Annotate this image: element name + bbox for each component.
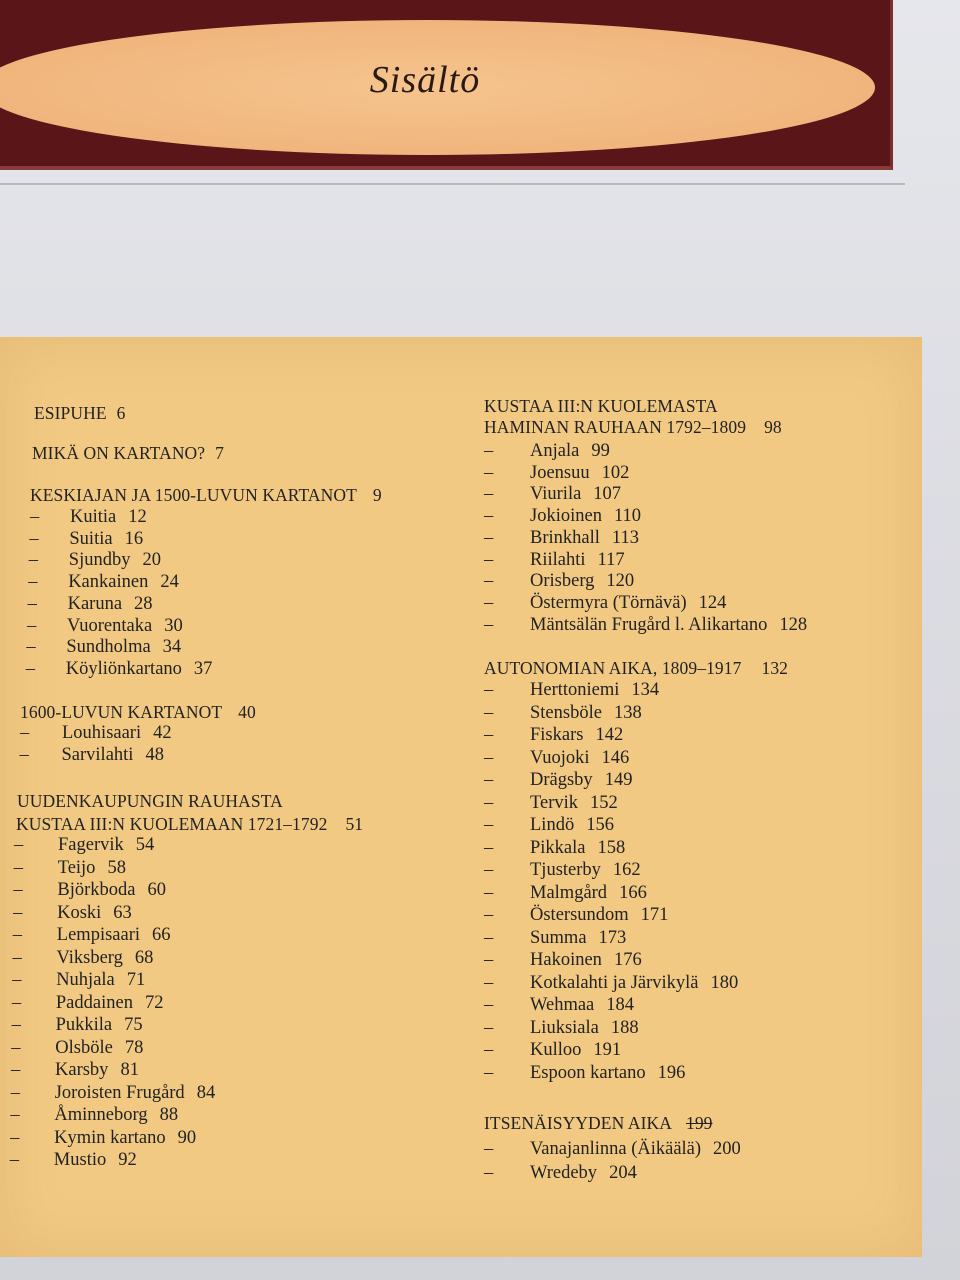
entry-dash: – [29,528,39,549]
entry-name: Vanajanlinna (Äikäälä) [530,1139,702,1159]
section-page: 6 [116,403,126,423]
toc-entry [26,659,213,680]
toc-entry [484,528,639,549]
entry-page: 34 [162,637,182,658]
toc-entry [484,815,614,836]
toc-entry [484,748,629,769]
toc-entry [484,1063,685,1084]
entry-dash: – [484,506,494,527]
entry-name: Mäntsälän Frugård l. Alikartano [530,614,768,635]
entry-name: Riilahti [530,549,586,570]
entry-name: Östermyra (Törnävä) [530,592,687,613]
entry-dash: – [13,880,23,900]
toc-entry [10,1150,137,1171]
toc-entry [12,1015,143,1036]
entry-dash: – [10,1127,20,1148]
entry-dash: – [484,747,494,768]
entry-page: 110 [613,506,642,527]
entry-dash: – [484,549,494,570]
entry-name: Tervik [530,792,579,813]
entry-dash: – [20,723,30,743]
entry-page: 149 [604,770,633,790]
entry-name: Koski [57,902,102,923]
entry-dash: – [12,925,23,945]
section-page: 98 [764,417,782,437]
toc-section-mika [32,443,224,464]
toc-section-kustaa-title1 [484,396,718,417]
entry-dash: – [484,1163,494,1183]
section-title: AUTONOMIAN AIKA, 1809–1917 [484,658,742,678]
entry-dash: – [14,835,24,855]
toc-entry [28,594,153,615]
entry-name: Stensböle [530,702,602,723]
section-page: 199 [685,1113,713,1133]
toc-entry [12,970,145,991]
toc-entry [10,1105,178,1126]
entry-dash: – [12,970,22,990]
toc-entry [27,616,183,637]
entry-page: 58 [107,857,126,878]
toc-entry [484,1040,621,1061]
toc-entry [10,1128,196,1149]
entry-page: 156 [586,815,614,835]
entry-page: 66 [152,925,171,945]
entry-page: 72 [144,992,164,1013]
entry-name: Lempisaari [56,925,141,945]
toc-entry [484,725,623,746]
entry-page: 184 [606,995,635,1015]
entry-name: Tjusterby [530,860,601,880]
toc-entry [484,883,647,904]
entry-name: Liuksiala [530,1017,599,1038]
entry-dash: – [484,1017,494,1038]
entry-dash: – [484,680,494,700]
entry-dash: – [484,950,494,970]
toc-panel [0,337,922,1257]
entry-name: Joensuu [530,462,590,483]
toc-entry [484,615,807,636]
entry-page: 120 [606,571,635,592]
toc-entry [13,903,132,924]
toc-section-esipuhe [34,403,126,424]
entry-page: 196 [657,1062,686,1083]
toc-entry [484,680,659,701]
entry-dash: – [484,792,494,813]
entry-dash: – [11,1037,21,1058]
section-title: MIKÄ ON KARTANO? [32,443,206,463]
entry-name: Orisberg [530,571,595,592]
entry-dash: – [11,992,22,1013]
entry-name: Karsby [55,1060,109,1080]
entry-page: 12 [128,507,147,527]
toc-entry [484,770,632,791]
entry-dash: – [10,1105,20,1125]
toc-entry [484,995,634,1016]
entry-dash: – [484,527,494,548]
entry-name: Nuhjala [56,970,115,990]
toc-section-itsenaisyys [484,1113,713,1134]
entry-dash: – [484,837,494,858]
toc-entry [484,1163,637,1184]
entry-dash: – [484,441,494,461]
entry-name: Mustio [53,1150,107,1170]
entry-name: Teijo [57,857,96,878]
entry-page: 142 [595,725,624,745]
entry-page: 88 [159,1105,179,1125]
entry-name: Wredeby [530,1163,598,1183]
entry-page: 134 [631,680,660,700]
toc-entry [484,928,626,949]
entry-name: Viksberg [56,947,123,968]
toc-section-uusikaupunki-title1 [17,791,283,812]
toc-entry [484,860,641,881]
toc-section-1600 [20,702,256,723]
entry-name: Kankainen [68,572,149,593]
toc-entry [484,506,641,527]
entry-page: 81 [120,1060,139,1080]
entry-name: Kuitia [70,507,117,527]
entry-page: 107 [593,484,622,505]
entry-dash: – [28,572,38,593]
entry-page: 68 [134,947,154,968]
entry-page: 63 [113,902,132,923]
entry-name: Drägsby [530,770,593,790]
entry-name: Sjundby [68,550,131,571]
section-title: ESIPUHE [34,403,107,423]
entry-dash: – [484,1040,494,1060]
entry-dash: – [484,571,494,592]
entry-name: Brinkhall [530,527,600,548]
entry-page: 166 [619,882,647,903]
entry-page: 204 [609,1163,637,1183]
entry-page: 180 [710,972,739,993]
entry-page: 48 [145,745,164,765]
entry-page: 30 [164,615,183,636]
toc-entry [484,950,642,971]
entry-name: Björkboda [57,880,136,900]
entry-name: Jokioinen [530,506,602,527]
entry-page: 24 [160,572,179,593]
header-banner [0,0,893,170]
entry-name: Kymin kartano [54,1127,166,1148]
entry-name: Östersundom [530,905,629,925]
toc-section-kustaa-title2 [484,417,782,438]
toc-entry [29,550,161,571]
toc-entry [26,637,181,658]
toc-entry [484,1139,741,1160]
entry-dash: – [484,905,494,925]
entry-name: Joroisten Frugård [54,1082,185,1103]
entry-page: 37 [193,658,213,679]
section-page: 40 [238,702,256,722]
section-title: KESKIAJAN JA 1500-LUVUN KARTANOT [30,485,357,505]
entry-dash: – [19,745,29,765]
toc-entry [29,529,143,550]
entry-name: Hakoinen [530,950,602,970]
toc-entry [13,880,166,901]
entry-dash: – [12,947,22,968]
toc-entry [20,745,164,766]
section-title-line1: UUDENKAUPUNGIN RAUHASTA [17,791,283,811]
toc-section-uusikaupunki-title2 [16,814,363,835]
entry-dash: – [10,1082,20,1103]
entry-dash: – [11,1060,21,1080]
entry-dash: – [27,593,37,614]
section-title-line1: KUSTAA III:N KUOLEMASTA [484,396,718,416]
section-title: ITSENÄISYYDEN AIKA [484,1113,672,1133]
entry-dash: – [484,860,494,880]
page-title: Sisältö [369,59,481,101]
entry-dash: – [30,507,40,527]
entry-dash: – [9,1150,20,1170]
entry-dash: – [484,815,494,835]
entry-dash: – [484,592,494,613]
entry-dash: – [484,614,494,635]
entry-page: 146 [601,747,630,768]
entry-name: Åminneborg [54,1105,148,1125]
entry-page: 42 [153,723,172,743]
toc-entry [11,1060,139,1081]
entry-dash: – [27,615,37,636]
entry-page: 171 [640,905,669,925]
entry-dash: – [484,725,494,745]
toc-entry [28,572,179,593]
toc-entry [484,550,625,571]
entry-name: Paddainen [55,992,133,1013]
entry-page: 200 [713,1139,741,1159]
entry-dash: – [25,658,36,679]
entry-page: 158 [597,837,626,858]
entry-page: 117 [597,549,625,570]
entry-name: Kulloo [530,1040,582,1060]
toc-entry [484,793,618,814]
entry-name: Fagervik [58,835,124,855]
entry-dash: – [484,927,494,948]
entry-name: Louhisaari [62,723,142,743]
entry-name: Köyliönkartano [65,658,182,679]
entry-name: Wehmaa [530,995,595,1015]
entry-page: 102 [601,462,630,483]
entry-dash: – [484,462,494,483]
entry-dash: – [26,637,36,658]
entry-page: 188 [610,1017,639,1038]
toc-entry [12,993,164,1014]
toc-entry [484,571,634,592]
section-page: 51 [345,814,364,834]
entry-page: 54 [135,835,155,855]
section-title-line2: HAMINAN RAUHAAN 1792–1809 [484,417,747,437]
entry-page: 75 [124,1015,143,1035]
entry-name: Summa [530,927,587,948]
entry-page: 128 [779,614,808,635]
entry-name: Vuorentaka [67,615,153,636]
entry-dash: – [13,857,23,878]
entry-page: 162 [612,860,641,880]
entry-dash: – [484,972,494,993]
entry-name: Malmgård [530,882,608,903]
toc-section-autonomia [484,658,788,679]
toc-entry [484,703,642,724]
toc-entry [484,593,726,614]
section-page: 7 [215,443,225,463]
entry-name: Viurila [530,484,582,505]
toc-entry [484,441,610,462]
entry-page: 176 [613,950,642,970]
entry-name: Pikkala [530,837,586,858]
toc-entry [484,838,625,859]
toc-entry [14,858,126,879]
entry-dash: – [484,702,494,723]
entry-dash: – [484,882,494,903]
entry-page: 16 [124,528,144,549]
entry-dash: – [28,550,39,571]
entry-page: 124 [698,592,727,613]
section-title: 1600-LUVUN KARTANOT [20,702,223,722]
entry-name: Anjala [530,441,580,461]
entry-page: 138 [613,702,642,723]
entry-dash: – [484,1139,494,1159]
toc-entry [11,1083,216,1104]
entry-dash: – [484,1062,494,1083]
toc-section-keskiaika [30,485,382,506]
divider [0,183,905,185]
entry-page: 60 [147,880,166,900]
entry-page: 173 [598,927,627,948]
entry-dash: – [11,1015,21,1035]
entry-name: Kotkalahti ja Järvikylä [530,972,699,993]
section-title-line2: KUSTAA III:N KUOLEMAAN 1721–1792 [16,814,328,834]
toc-entry [13,925,171,946]
toc-entry [13,948,154,969]
entry-page: 78 [124,1037,144,1058]
toc-entry [30,507,147,528]
entry-name: Lindö [530,815,575,835]
section-page: 9 [372,485,382,505]
entry-dash: – [484,770,494,790]
entry-name: Herttoniemi [530,680,620,700]
entry-dash: – [13,902,23,923]
entry-name: Sarvilahti [61,745,134,765]
entry-page: 92 [118,1150,137,1170]
entry-name: Espoon kartano [530,1062,646,1083]
toc-entry [20,723,172,744]
entry-page: 20 [142,550,161,571]
entry-page: 84 [196,1082,216,1103]
entry-name: Suitia [69,528,113,549]
entry-dash: – [484,995,494,1015]
section-page: 132 [761,658,789,678]
entry-name: Pukkila [55,1015,113,1035]
entry-dash: – [484,484,494,505]
entry-page: 191 [593,1040,622,1060]
entry-page: 71 [126,970,146,990]
entry-name: Sundholma [66,637,151,658]
entry-name: Karuna [67,593,123,614]
toc-entry [484,1018,639,1039]
entry-name: Olsböle [55,1037,113,1058]
entry-page: 99 [591,441,610,461]
toc-entry [11,1038,143,1059]
toc-entry [484,973,738,994]
entry-name: Vuojoki [530,747,590,768]
entry-page: 90 [177,1127,197,1148]
toc-entry [484,484,621,505]
toc-entry [14,835,154,856]
toc-entry [484,463,629,484]
entry-page: 113 [611,527,639,548]
entry-name: Fiskars [530,725,584,745]
entry-page: 28 [134,593,153,614]
toc-entry [484,905,668,926]
entry-page: 152 [590,792,618,813]
